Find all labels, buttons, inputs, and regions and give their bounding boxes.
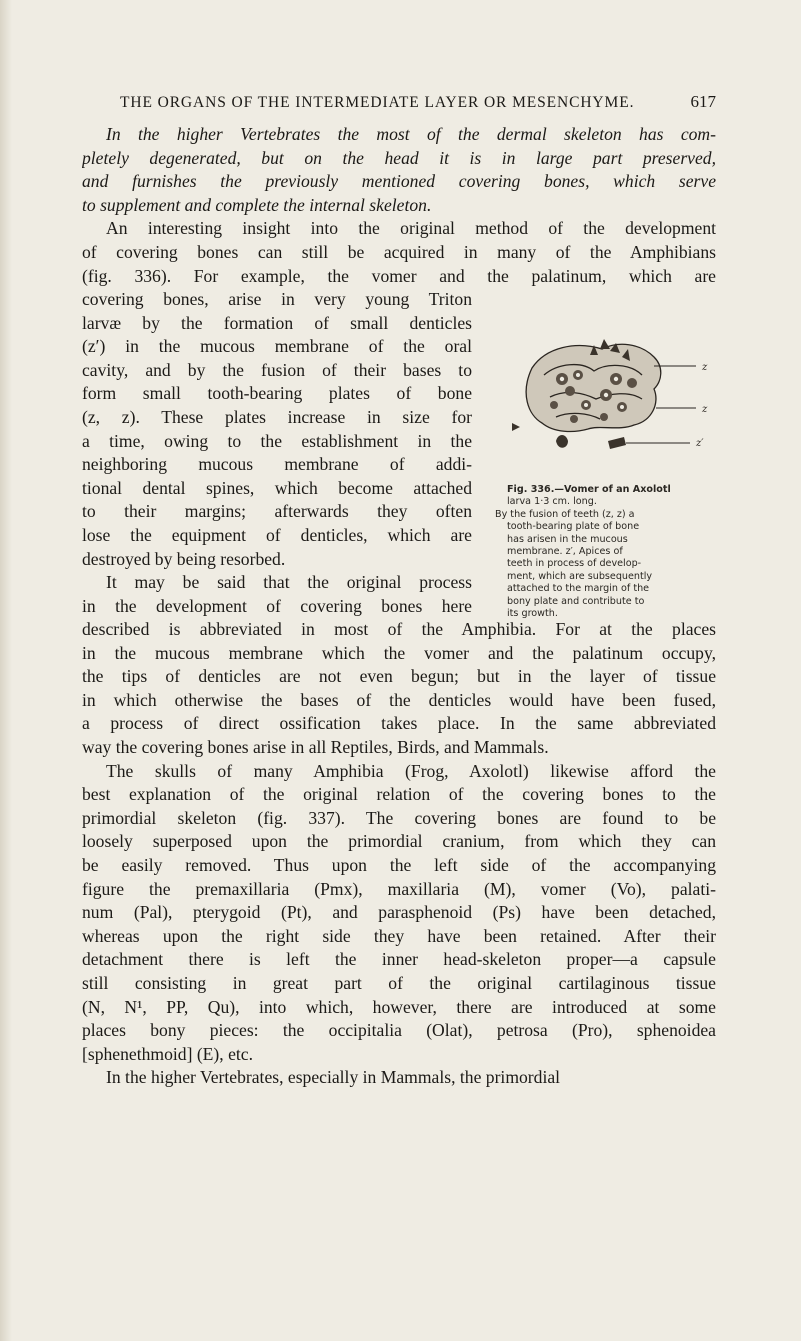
paragraph-narrow — [82, 288, 472, 618]
caption-line: By the fusion of teeth (z, z) a — [495, 508, 635, 520]
text-line: be easily removed. Thus upon the left side of the accompanying — [82, 854, 716, 875]
running-head-title: THE ORGANS OF THE INTERMEDIATE LAYER OR MESENCHYME. — [120, 94, 635, 111]
text-line: described is abbreviated in most of the Amphibia. For at the places — [82, 619, 716, 639]
text-line: In the higher Vertebrates, especially in Mammals, the primordial — [106, 1067, 561, 1088]
text-line: whereas upon the right side they have been retained. After their — [82, 925, 716, 946]
text-line: (fig. 336). For example, the vomer and the palatinum, which are — [82, 265, 716, 286]
text-line: num (Pal), pterygoid (Pt), and parasphenoid (Ps) have been detached, — [82, 902, 716, 923]
caption-line: has arisen in the mucous — [507, 533, 628, 545]
caption-line: membrane. z′, Apices of — [507, 546, 623, 558]
text-line: tional dental spines, which become attached — [82, 477, 472, 498]
text-line: The skulls of many Amphibia (Frog, Axolotl) likewise afford the — [106, 760, 716, 781]
text-line: destroyed by being resorbed. — [82, 548, 286, 569]
text-line: to supplement and complete the internal skeleton. — [82, 194, 432, 215]
text-line: It may be said that the original process — [106, 572, 472, 593]
figure-caption — [495, 484, 713, 620]
caption-title: Fig. 336.—Vomer of an Axolotl — [507, 484, 671, 495]
text-line: [sphenethmoid] (E), etc. — [82, 1043, 253, 1064]
text-line: lose the equipment of denticles, which are — [82, 524, 472, 545]
text-line: a time, owing to the establishment in the — [82, 430, 472, 451]
text-line: An interesting insight into the original method of the development — [106, 218, 716, 239]
caption-line: attached to the margin of the — [507, 583, 650, 595]
caption-line: its growth. — [507, 608, 558, 620]
text-line: larvæ by the formation of small denticles — [82, 312, 472, 333]
caption-line: ment, which are subsequently — [507, 570, 653, 582]
text-line: primordial skeleton (fig. 337). The covering bones are found to be — [82, 807, 716, 828]
text-line: in the mucous membrane which the vomer and the palatinum occupy, — [82, 642, 716, 663]
figure-label-z-lower: z — [702, 404, 708, 415]
text-line: a process of direct ossification takes place. In the same abbreviated — [82, 713, 716, 734]
caption-line: larva 1·3 cm. long. — [507, 496, 597, 508]
text-line: of covering bones can still be acquired in many of the Amphibians — [82, 241, 716, 262]
text-line: figure the premaxillaria (Pmx), maxillaria (M), vomer (Vo), palati- — [82, 878, 716, 899]
text-line: (z′) in the mucous membrane of the oral — [82, 336, 472, 357]
running-head — [120, 92, 716, 112]
text-line: in the development of covering bones here — [82, 595, 472, 616]
caption-line: tooth-bearing plate of bone — [507, 521, 640, 533]
paragraph-bottom — [82, 618, 716, 1090]
text-line: cavity, and by the fusion of their bases to — [82, 359, 472, 380]
text-line: (N, N¹, PP, Qu), into which, however, there are introduced at some — [82, 996, 716, 1017]
text-line: loosely superposed upon the primordial cranium, from which they can — [82, 831, 716, 852]
text-line: best explanation of the original relation of the covering bones to the — [82, 784, 716, 805]
text-line: form small tooth-bearing plates of bone — [82, 383, 472, 404]
figure-label-z-prime: z′ — [696, 438, 704, 449]
text-line: covering bones, arise in very young Triton — [82, 289, 472, 309]
text-line: way the covering bones arise in all Reptiles, Birds, and Mammals. — [82, 736, 549, 757]
figure-336 — [484, 333, 718, 478]
caption-line: bony plate and contribute to — [507, 595, 645, 607]
text-line: detachment there is left the inner head-skeleton proper—a capsule — [82, 949, 716, 970]
text-line: In the higher Vertebrates the most of the dermal skeleton has com- — [106, 124, 716, 144]
text-line: in which otherwise the bases of the denticles would have been fused, — [82, 689, 716, 710]
text-line: places bony pieces: the occipitalia (Olat), petrosa (Pro), sphenoidea — [82, 1020, 716, 1041]
page-edge-shadow — [0, 0, 12, 1341]
page-number: 617 — [690, 92, 716, 111]
text-line: and furnishes the previously mentioned covering bones, which serve — [82, 171, 716, 192]
caption-line: teeth in process of develop- — [507, 558, 642, 570]
paragraph-top — [82, 123, 716, 288]
figure-label-z-upper: z — [702, 362, 708, 373]
text-line: neighboring mucous membrane of addi- — [82, 454, 472, 475]
text-line: still consisting in great part of the original cartilaginous tissue — [82, 972, 716, 993]
text-line: the tips of denticles are not even begun; but in the layer of tissue — [82, 666, 716, 687]
vomer-illustration — [484, 333, 718, 478]
text-line: to their margins; afterwards they often — [82, 501, 472, 522]
text-line: pletely degenerated, but on the head it is in large part preserved, — [82, 147, 716, 168]
text-line: (z, z). These plates increase in size for — [82, 406, 472, 427]
